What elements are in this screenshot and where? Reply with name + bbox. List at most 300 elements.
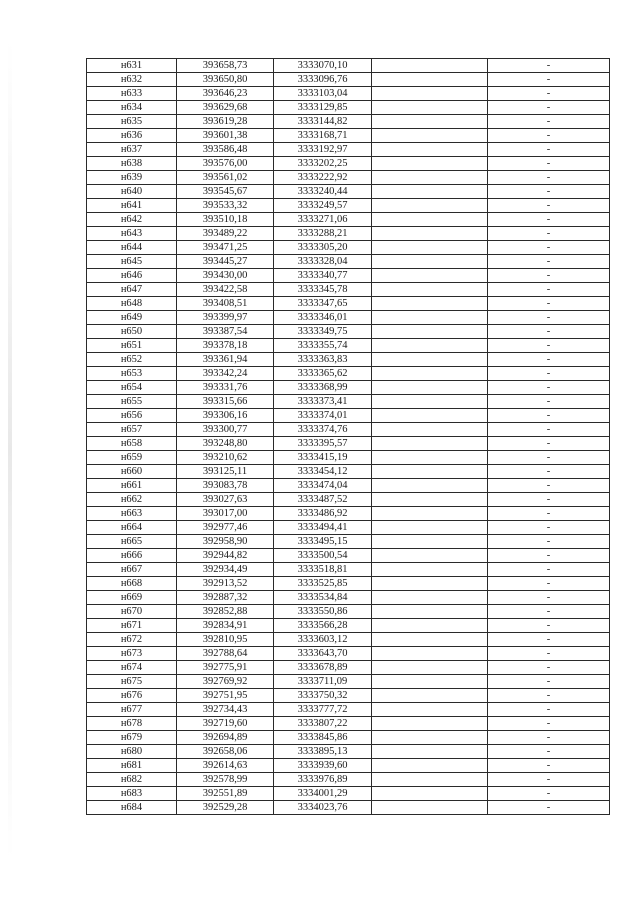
x-coordinate-cell: 393576,00 [177,157,274,171]
x-coordinate-cell: 392751,95 [177,689,274,703]
empty-cell [372,367,488,381]
note-cell: - [488,59,610,73]
y-coordinate-cell: 3333345,78 [274,283,372,297]
y-coordinate-cell: 3333454,12 [274,465,372,479]
table-row [87,465,610,479]
table-row [87,787,610,801]
table-row [87,395,610,409]
x-coordinate-cell: 393586,48 [177,143,274,157]
x-coordinate-cell: 393361,94 [177,353,274,367]
empty-cell [372,577,488,591]
y-coordinate-cell: 3333566,28 [274,619,372,633]
note-cell: - [488,199,610,213]
x-coordinate-cell: 393387,54 [177,325,274,339]
point-number-cell: н668 [87,577,177,591]
note-cell: - [488,731,610,745]
x-coordinate-cell: 392658,06 [177,745,274,759]
y-coordinate-cell: 3333500,54 [274,549,372,563]
x-coordinate-cell: 393017,00 [177,507,274,521]
point-number-cell: н673 [87,647,177,661]
empty-cell [372,143,488,157]
note-cell: - [488,325,610,339]
note-cell: - [488,73,610,87]
y-coordinate-cell: 3333777,72 [274,703,372,717]
point-number-cell: н671 [87,619,177,633]
y-coordinate-cell: 3333395,57 [274,437,372,451]
empty-cell [372,717,488,731]
point-number-cell: н674 [87,661,177,675]
note-cell: - [488,647,610,661]
point-number-cell: н661 [87,479,177,493]
empty-cell [372,59,488,73]
x-coordinate-cell: 392944,82 [177,549,274,563]
x-coordinate-cell: 392719,60 [177,717,274,731]
table-row [87,269,610,283]
point-number-cell: н676 [87,689,177,703]
y-coordinate-cell: 3333550,86 [274,605,372,619]
empty-cell [372,73,488,87]
empty-cell [372,115,488,129]
y-coordinate-cell: 3333240,44 [274,185,372,199]
note-cell: - [488,451,610,465]
y-coordinate-cell: 3333249,57 [274,199,372,213]
table-row [87,451,610,465]
empty-cell [372,521,488,535]
note-cell: - [488,577,610,591]
x-coordinate-cell: 393445,27 [177,255,274,269]
point-number-cell: н643 [87,227,177,241]
note-cell: - [488,339,610,353]
x-coordinate-cell: 393533,32 [177,199,274,213]
empty-cell [372,437,488,451]
table-row [87,605,610,619]
y-coordinate-cell: 3333340,77 [274,269,372,283]
x-coordinate-cell: 393248,80 [177,437,274,451]
empty-cell [372,213,488,227]
empty-cell [372,745,488,759]
empty-cell [372,325,488,339]
point-number-cell: н664 [87,521,177,535]
note-cell: - [488,297,610,311]
x-coordinate-cell: 392734,43 [177,703,274,717]
point-number-cell: н644 [87,241,177,255]
empty-cell [372,661,488,675]
table-row [87,521,610,535]
point-number-cell: н641 [87,199,177,213]
point-number-cell: н645 [87,255,177,269]
point-number-cell: н652 [87,353,177,367]
table-row [87,87,610,101]
empty-cell [372,535,488,549]
x-coordinate-cell: 393399,97 [177,311,274,325]
point-number-cell: н667 [87,563,177,577]
note-cell: - [488,717,610,731]
table-row [87,549,610,563]
note-cell: - [488,115,610,129]
note-cell: - [488,465,610,479]
note-cell: - [488,395,610,409]
empty-cell [372,787,488,801]
table-row [87,563,610,577]
table-row [87,689,610,703]
note-cell: - [488,591,610,605]
point-number-cell: н647 [87,283,177,297]
empty-cell [372,731,488,745]
note-cell: - [488,241,610,255]
x-coordinate-cell: 393210,62 [177,451,274,465]
table-row [87,493,610,507]
x-coordinate-cell: 392887,32 [177,591,274,605]
note-cell: - [488,185,610,199]
x-coordinate-cell: 393408,51 [177,297,274,311]
note-cell: - [488,619,610,633]
x-coordinate-cell: 393545,67 [177,185,274,199]
x-coordinate-cell: 393658,73 [177,59,274,73]
note-cell: - [488,87,610,101]
table-row [87,661,610,675]
x-coordinate-cell: 393306,16 [177,409,274,423]
empty-cell [372,759,488,773]
y-coordinate-cell: 3333494,41 [274,521,372,535]
y-coordinate-cell: 3333603,12 [274,633,372,647]
point-number-cell: н683 [87,787,177,801]
y-coordinate-cell: 3333750,32 [274,689,372,703]
table-row [87,745,610,759]
point-number-cell: н662 [87,493,177,507]
y-coordinate-cell: 3333368,99 [274,381,372,395]
coordinates-table [86,58,610,815]
y-coordinate-cell: 3333192,97 [274,143,372,157]
empty-cell [372,157,488,171]
y-coordinate-cell: 3333144,82 [274,115,372,129]
y-coordinate-cell: 3333939,60 [274,759,372,773]
y-coordinate-cell: 3333168,71 [274,129,372,143]
point-number-cell: н642 [87,213,177,227]
point-number-cell: н637 [87,143,177,157]
empty-cell [372,339,488,353]
point-number-cell: н658 [87,437,177,451]
y-coordinate-cell: 3333305,20 [274,241,372,255]
point-number-cell: н657 [87,423,177,437]
point-number-cell: н635 [87,115,177,129]
point-number-cell: н669 [87,591,177,605]
point-number-cell: н651 [87,339,177,353]
note-cell: - [488,269,610,283]
note-cell: - [488,801,610,815]
x-coordinate-cell: 393510,18 [177,213,274,227]
y-coordinate-cell: 3333096,76 [274,73,372,87]
x-coordinate-cell: 392834,91 [177,619,274,633]
empty-cell [372,563,488,577]
note-cell: - [488,227,610,241]
y-coordinate-cell: 3333976,89 [274,773,372,787]
note-cell: - [488,787,610,801]
x-coordinate-cell: 392852,88 [177,605,274,619]
y-coordinate-cell: 3333288,21 [274,227,372,241]
table-row [87,171,610,185]
note-cell: - [488,213,610,227]
point-number-cell: н656 [87,409,177,423]
empty-cell [372,241,488,255]
empty-cell [372,101,488,115]
note-cell: - [488,521,610,535]
empty-cell [372,87,488,101]
x-coordinate-cell: 393342,24 [177,367,274,381]
note-cell: - [488,367,610,381]
empty-cell [372,675,488,689]
note-cell: - [488,773,610,787]
point-number-cell: н636 [87,129,177,143]
table-row [87,213,610,227]
y-coordinate-cell: 3333643,70 [274,647,372,661]
y-coordinate-cell: 3333202,25 [274,157,372,171]
note-cell: - [488,675,610,689]
x-coordinate-cell: 393650,80 [177,73,274,87]
empty-cell [372,689,488,703]
point-number-cell: н670 [87,605,177,619]
y-coordinate-cell: 3333518,81 [274,563,372,577]
table-row [87,535,610,549]
y-coordinate-cell: 3333525,85 [274,577,372,591]
empty-cell [372,493,488,507]
table-row [87,717,610,731]
x-coordinate-cell: 392913,52 [177,577,274,591]
x-coordinate-cell: 393422,58 [177,283,274,297]
note-cell: - [488,423,610,437]
empty-cell [372,801,488,815]
point-number-cell: н681 [87,759,177,773]
table-row [87,241,610,255]
empty-cell [372,647,488,661]
y-coordinate-cell: 3333487,52 [274,493,372,507]
table-row [87,115,610,129]
y-coordinate-cell: 3333373,41 [274,395,372,409]
x-coordinate-cell: 392769,92 [177,675,274,689]
table-row [87,647,610,661]
table-row [87,423,610,437]
note-cell: - [488,101,610,115]
y-coordinate-cell: 3333711,09 [274,675,372,689]
note-cell: - [488,381,610,395]
y-coordinate-cell: 3333222,92 [274,171,372,185]
empty-cell [372,605,488,619]
y-coordinate-cell: 3333374,01 [274,409,372,423]
x-coordinate-cell: 393489,22 [177,227,274,241]
point-number-cell: н640 [87,185,177,199]
x-coordinate-cell: 393315,66 [177,395,274,409]
table-row [87,325,610,339]
note-cell: - [488,353,610,367]
x-coordinate-cell: 392934,49 [177,563,274,577]
point-number-cell: н675 [87,675,177,689]
table-row [87,591,610,605]
x-coordinate-cell: 393300,77 [177,423,274,437]
note-cell: - [488,493,610,507]
table-row [87,185,610,199]
x-coordinate-cell: 392529,28 [177,801,274,815]
table-row [87,255,610,269]
point-number-cell: н684 [87,801,177,815]
note-cell: - [488,745,610,759]
point-number-cell: н678 [87,717,177,731]
x-coordinate-cell: 392614,63 [177,759,274,773]
table-row [87,381,610,395]
empty-cell [372,227,488,241]
point-number-cell: н682 [87,773,177,787]
table-row [87,283,610,297]
point-number-cell: н653 [87,367,177,381]
point-number-cell: н638 [87,157,177,171]
empty-cell [372,423,488,437]
y-coordinate-cell: 3333474,04 [274,479,372,493]
point-number-cell: н660 [87,465,177,479]
note-cell: - [488,157,610,171]
x-coordinate-cell: 393629,68 [177,101,274,115]
y-coordinate-cell: 3333486,92 [274,507,372,521]
point-number-cell: н633 [87,87,177,101]
table-row [87,129,610,143]
y-coordinate-cell: 3333374,76 [274,423,372,437]
note-cell: - [488,283,610,297]
point-number-cell: н631 [87,59,177,73]
x-coordinate-cell: 392977,46 [177,521,274,535]
x-coordinate-cell: 393331,76 [177,381,274,395]
note-cell: - [488,549,610,563]
x-coordinate-cell: 393083,78 [177,479,274,493]
empty-cell [372,549,488,563]
table-row [87,353,610,367]
point-number-cell: н646 [87,269,177,283]
x-coordinate-cell: 392775,91 [177,661,274,675]
table-row [87,759,610,773]
table-row [87,479,610,493]
y-coordinate-cell: 3333271,06 [274,213,372,227]
y-coordinate-cell: 3333807,22 [274,717,372,731]
note-cell: - [488,311,610,325]
point-number-cell: н654 [87,381,177,395]
table-row [87,675,610,689]
table-row [87,577,610,591]
x-coordinate-cell: 393027,63 [177,493,274,507]
empty-cell [372,269,488,283]
scan-edge-artifact [8,40,12,860]
y-coordinate-cell: 3334023,76 [274,801,372,815]
note-cell: - [488,255,610,269]
table-row [87,199,610,213]
empty-cell [372,255,488,269]
note-cell: - [488,479,610,493]
y-coordinate-cell: 3333347,65 [274,297,372,311]
table-row [87,619,610,633]
point-number-cell: н677 [87,703,177,717]
note-cell: - [488,563,610,577]
table-row [87,59,610,73]
point-number-cell: н639 [87,171,177,185]
table-row [87,367,610,381]
table-row [87,801,610,815]
x-coordinate-cell: 392551,89 [177,787,274,801]
x-coordinate-cell: 392810,95 [177,633,274,647]
x-coordinate-cell: 393601,38 [177,129,274,143]
point-number-cell: н634 [87,101,177,115]
note-cell: - [488,661,610,675]
empty-cell [372,171,488,185]
y-coordinate-cell: 3333534,84 [274,591,372,605]
empty-cell [372,199,488,213]
table-row [87,437,610,451]
point-number-cell: н663 [87,507,177,521]
x-coordinate-cell: 392788,64 [177,647,274,661]
table-row [87,633,610,647]
y-coordinate-cell: 3333103,04 [274,87,372,101]
empty-cell [372,395,488,409]
table-row [87,731,610,745]
coordinates-table-body [87,59,610,815]
x-coordinate-cell: 393378,18 [177,339,274,353]
y-coordinate-cell: 3333355,74 [274,339,372,353]
empty-cell [372,591,488,605]
x-coordinate-cell: 393646,23 [177,87,274,101]
empty-cell [372,353,488,367]
table-row [87,297,610,311]
x-coordinate-cell: 393561,02 [177,171,274,185]
table-row [87,703,610,717]
empty-cell [372,619,488,633]
empty-cell [372,703,488,717]
note-cell: - [488,633,610,647]
table-row [87,773,610,787]
y-coordinate-cell: 3333328,04 [274,255,372,269]
empty-cell [372,451,488,465]
empty-cell [372,773,488,787]
x-coordinate-cell: 392694,89 [177,731,274,745]
empty-cell [372,633,488,647]
table-row [87,73,610,87]
note-cell: - [488,409,610,423]
x-coordinate-cell: 392958,90 [177,535,274,549]
note-cell: - [488,703,610,717]
y-coordinate-cell: 3333346,01 [274,311,372,325]
table-row [87,101,610,115]
x-coordinate-cell: 393619,28 [177,115,274,129]
point-number-cell: н649 [87,311,177,325]
x-coordinate-cell: 393430,00 [177,269,274,283]
y-coordinate-cell: 3333070,10 [274,59,372,73]
note-cell: - [488,689,610,703]
y-coordinate-cell: 3333365,62 [274,367,372,381]
point-number-cell: н650 [87,325,177,339]
y-coordinate-cell: 3333415,19 [274,451,372,465]
note-cell: - [488,129,610,143]
table-row [87,311,610,325]
note-cell: - [488,759,610,773]
empty-cell [372,479,488,493]
x-coordinate-cell: 392578,99 [177,773,274,787]
table-row [87,507,610,521]
empty-cell [372,465,488,479]
point-number-cell: н665 [87,535,177,549]
empty-cell [372,409,488,423]
empty-cell [372,311,488,325]
note-cell: - [488,605,610,619]
empty-cell [372,297,488,311]
point-number-cell: н632 [87,73,177,87]
table-row [87,339,610,353]
point-number-cell: н672 [87,633,177,647]
y-coordinate-cell: 3333895,13 [274,745,372,759]
table-row [87,157,610,171]
point-number-cell: н679 [87,731,177,745]
